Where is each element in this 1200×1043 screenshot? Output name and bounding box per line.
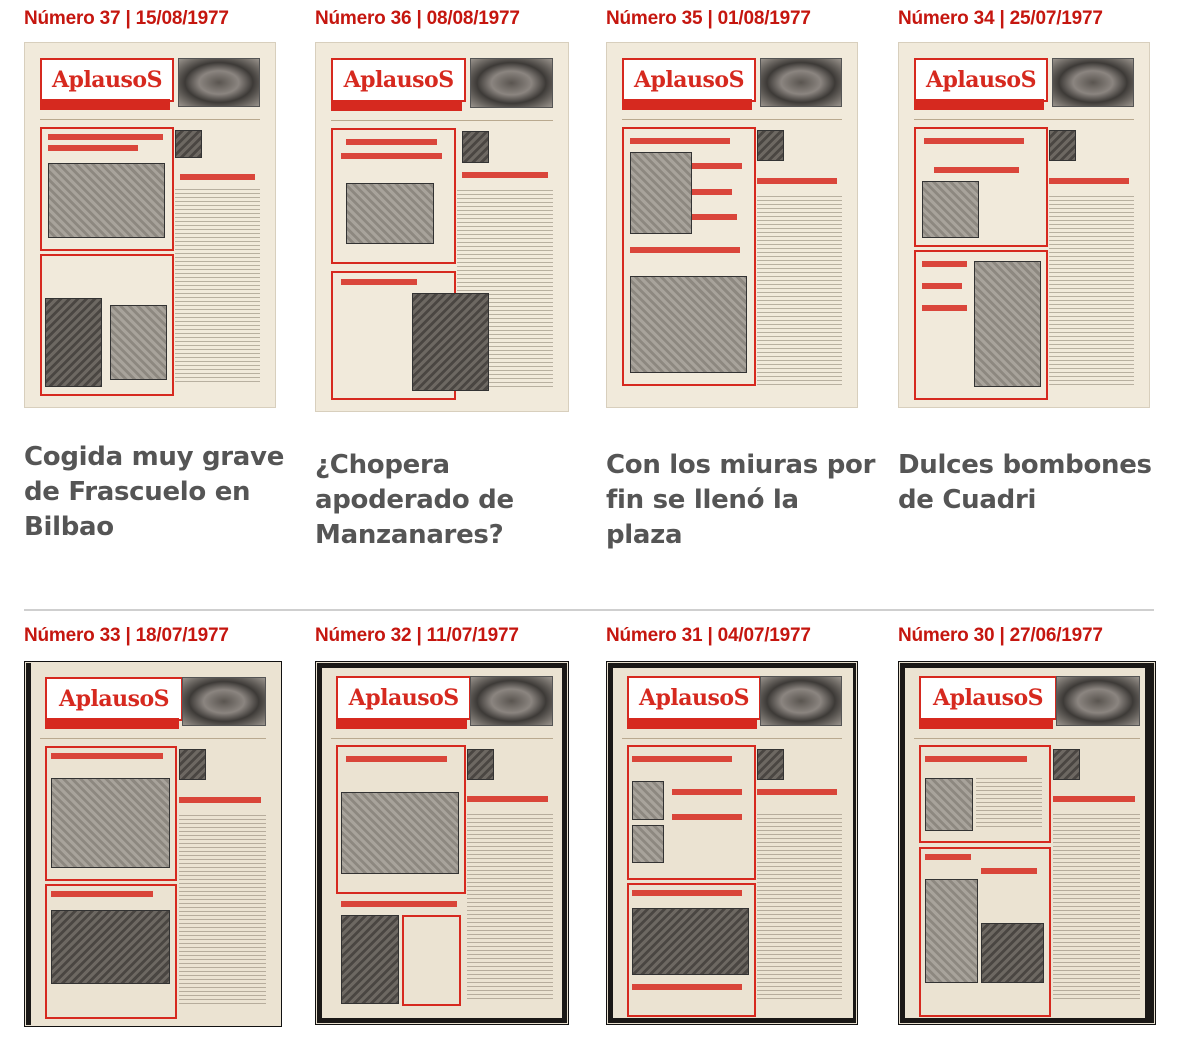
cover-image[interactable] [315, 42, 569, 412]
issue-number-date[interactable]: Número 32 | 11/07/1977 [315, 625, 519, 646]
stadium-photo [760, 58, 842, 107]
stadium-photo [760, 676, 842, 725]
masthead-logo: AplausoS [919, 676, 1056, 720]
cover-image[interactable] [898, 661, 1156, 1025]
issue-headline[interactable]: Cogida muy grave de Frascuelo en Bilbao [24, 442, 285, 542]
masthead-logo: AplausoS [40, 58, 174, 102]
masthead-logo: AplausoS [331, 58, 466, 102]
issue-headline[interactable]: Dulces bombones de Cuadri [898, 450, 1152, 515]
issue-number-date[interactable]: Número 35 | 01/08/1977 [606, 8, 811, 29]
stadium-photo [182, 677, 266, 726]
cover-image[interactable] [898, 42, 1150, 408]
cover-image[interactable] [315, 661, 569, 1025]
masthead-logo: AplausoS [622, 58, 756, 102]
row-divider [24, 609, 1154, 611]
cover-image[interactable] [24, 42, 276, 408]
masthead-logo: AplausoS [45, 677, 182, 721]
masthead-logo: AplausoS [914, 58, 1048, 102]
stadium-photo [470, 58, 553, 108]
issue-number-date[interactable]: Número 31 | 04/07/1977 [606, 625, 811, 646]
stadium-photo [470, 676, 553, 725]
issue-number-date[interactable]: Número 33 | 18/07/1977 [24, 625, 229, 646]
stadium-photo [1052, 58, 1134, 107]
stadium-photo [178, 58, 260, 107]
cover-image[interactable] [24, 661, 282, 1027]
issue-number-date[interactable]: Número 34 | 25/07/1977 [898, 8, 1103, 29]
issue-headline[interactable]: ¿Chopera apoderado de Manzanares? [315, 450, 514, 550]
issue-number-date[interactable]: Número 36 | 08/08/1977 [315, 8, 520, 29]
cover-image[interactable] [606, 42, 858, 408]
issue-headline[interactable]: Con los miuras por fin se llenó la plaza [606, 450, 876, 550]
cover-image[interactable] [606, 661, 858, 1025]
stadium-photo [1056, 676, 1140, 725]
issue-number-date[interactable]: Número 37 | 15/08/1977 [24, 8, 229, 29]
issue-number-date[interactable]: Número 30 | 27/06/1977 [898, 625, 1103, 646]
masthead-logo: AplausoS [336, 676, 471, 720]
masthead-logo: AplausoS [627, 676, 761, 720]
